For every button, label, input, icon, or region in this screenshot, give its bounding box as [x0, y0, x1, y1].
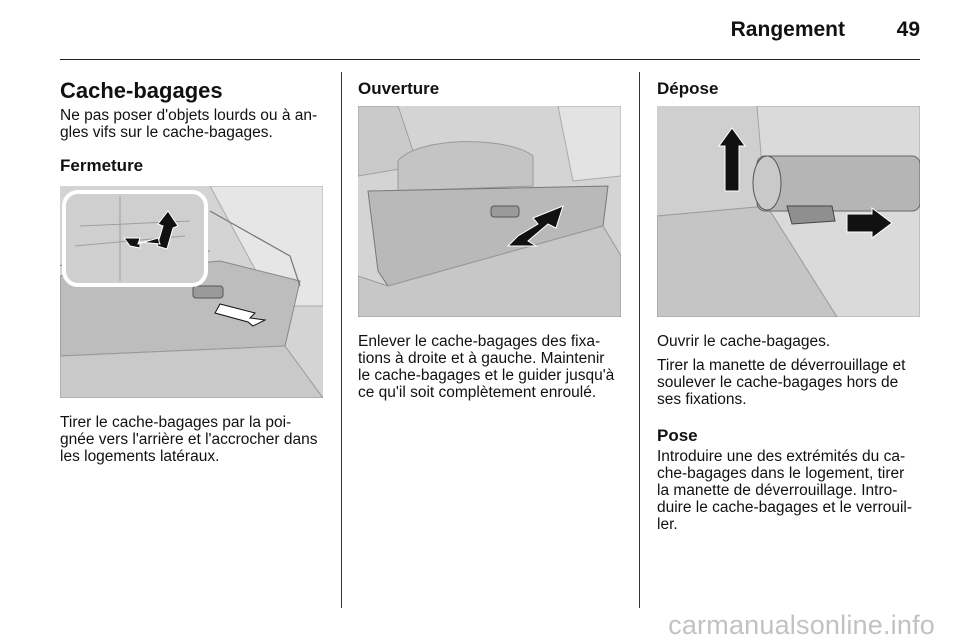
watermark: carmanualsonline.info [668, 610, 935, 640]
heading-pose: Pose [657, 426, 698, 445]
running-header-title: Rangement [730, 18, 845, 41]
fermeture-instructions: Tirer le cache-bagages par la poi- gnée vers l'arrière et l'accrocher dans les logements latéraux. [60, 414, 318, 465]
depose-step-1: Ouvrir le cache-bagages. [657, 333, 831, 350]
intro-text: Ne pas poser d'objets lourds ou à an- gles vifs sur le cache-bagages. [60, 107, 318, 141]
ouverture-instructions: Enlever le cache-bagages des fixa- tions à droite et à gauche. Maintenir le cache-bagages et le guider jusqu'à ce qu'il soit complètement enroulé. [358, 333, 615, 401]
heading-depose: Dépose [657, 79, 719, 98]
heading-ouverture: Ouverture [358, 79, 440, 98]
illustration-ouverture [358, 106, 621, 317]
depose-step-2: Tirer la manette de déverrouillage et soulever le cache-bagages hors de ses fixations. [657, 357, 906, 408]
header-divider [60, 59, 920, 60]
column-divider-1 [341, 72, 342, 608]
column-divider-2 [639, 72, 640, 608]
heading-fermeture: Fermeture [60, 156, 144, 175]
illustration-depose [657, 106, 920, 317]
section-title-cache-bagages: Cache-bagages [60, 78, 223, 103]
illustration-fermeture [60, 186, 323, 398]
pose-instructions: Introduire une des extrémités du ca- che-bagages dans le logement, tirer la manette de déverrouillage. Intro- duire le cache-bagages et le verrouil- ler. [657, 448, 913, 533]
page-number: 49 [896, 18, 920, 41]
